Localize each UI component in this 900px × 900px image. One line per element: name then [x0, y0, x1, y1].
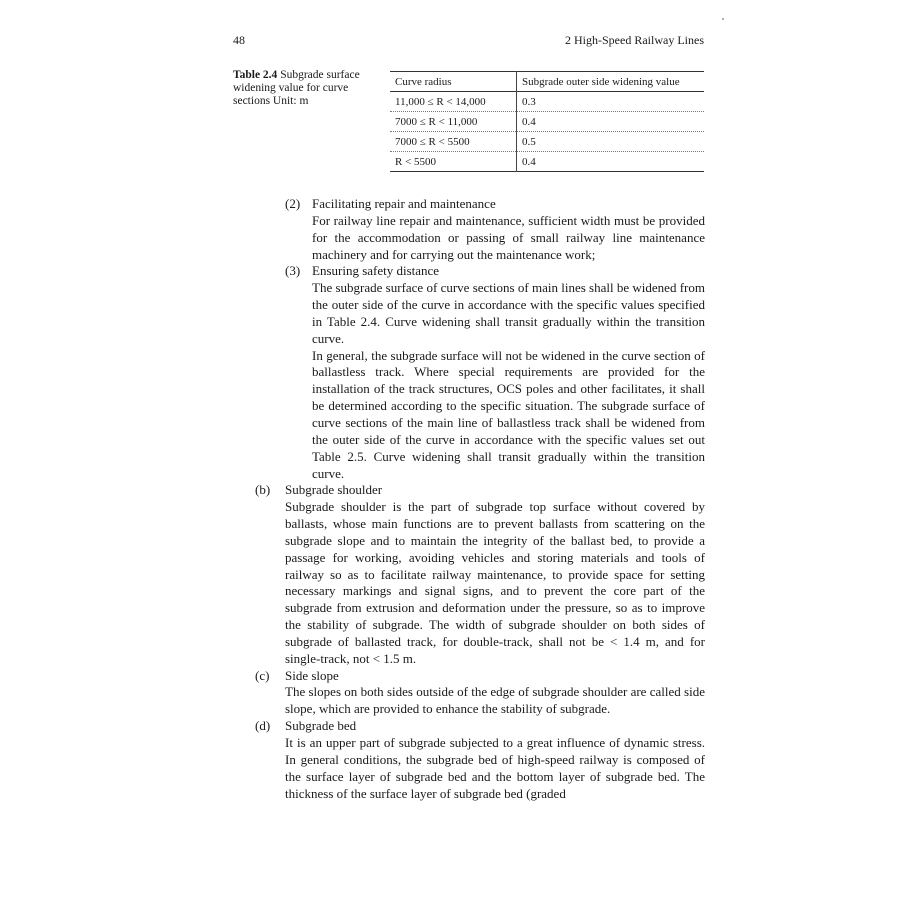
table-header-cell: Subgrade outer side widening value: [522, 75, 680, 88]
table-caption-label: Table 2.4: [233, 69, 278, 81]
paragraph: The slopes on both sides outside of the edge of subgrade shoulder are called side slope, which are provided to enhance the stability of subgrade.: [285, 684, 705, 717]
list-item-c: [255, 668, 705, 719]
list-item-d: [255, 718, 705, 802]
list-item-label: (3): [285, 263, 301, 279]
running-head: 2 High-Speed Railway Lines: [565, 33, 704, 47]
list-item-3: [255, 263, 705, 482]
list-item-2: [255, 196, 705, 263]
table-cell: 0.5: [522, 135, 536, 148]
paragraph: In general, the subgrade surface will not be widened in the curve section of ballastless track. Where special requirements are provided for the installation of the track structures, OCS poles and other facilitates, it shall be determined according to the specific situation. The subgrade surface of curve sections of the main line of ballastless track shall be widened from the outer side of the curve in accordance with the specific values set out Table 2.5. Curve widening shall transit gradually within the transition curve.: [312, 347, 705, 481]
table-cell: R < 5500: [390, 152, 517, 172]
list-item-b: [255, 482, 705, 667]
paragraph: Subgrade shoulder is the part of subgrade top surface without covered by ballasts, whose main functions are to prevent ballasts from scattering on the subgrade slope and to maintain the integrity of the ballast bed, to provide a passage for working, avoiding vehicles and storing materials and tools of railway so as to facilitate railway maintenance, to provide space for setting necessary markings and signal signs, and to prevent the core part of the subgrade from extrusion and deformation under the pressure, so as to improve the stability of subgrade. The width of subgrade shoulder on both sides of subgrade of ballasted track, for double-track, shall not be < 1.4 m, and for single-track, not < 1.5 m.: [285, 499, 705, 666]
widening-table: [390, 71, 704, 172]
list-item-label: (b): [255, 482, 271, 498]
list-item-heading: Subgrade bed: [285, 718, 357, 734]
table-row: [390, 92, 704, 112]
table-cell: 0.4: [522, 115, 536, 128]
body-text: [255, 196, 705, 802]
scan-speck: [722, 18, 724, 20]
list-item-label: (2): [285, 196, 301, 211]
list-item-heading: Side slope: [285, 667, 339, 683]
list-item-heading: Ensuring safety distance: [312, 263, 440, 279]
table-cell: 7000 ≤ R < 11,000: [390, 112, 517, 132]
table-caption: [233, 69, 383, 108]
paragraph: The subgrade surface of curve sections of main lines shall be widened from the outer side of the curve in accordance with the specific values specified in Table 2.4. Curve widening shall transit gradually within the transition curve.: [312, 280, 705, 346]
paragraph: For railway line repair and maintenance, sufficient width must be provided for the accommodation or passing of small railway line maintenance machinery and for carrying out the maintenance work;: [312, 212, 705, 262]
table-cell: 11,000 ≤ R < 14,000: [390, 92, 517, 112]
table-header-cell: Curve radius: [390, 72, 517, 92]
page-number: 48: [233, 33, 245, 47]
table-cell: 0.3: [522, 95, 536, 108]
table-row: [390, 132, 704, 152]
table-cell: 7000 ≤ R < 5500: [390, 132, 517, 152]
paragraph: It is an upper part of subgrade subjected to a great influence of dynamic stress. In general conditions, the subgrade bed of high-speed railway is composed of the surface layer of subgrade bed and the bottom layer of subgrade bed. The thickness of the surface layer of subgrade bed (graded: [285, 735, 705, 801]
list-item-heading: Facilitating repair and maintenance: [312, 196, 496, 211]
table-caption-text: Subgrade surface widening value for curve sections Unit: m: [233, 69, 360, 107]
list-item-label: (d): [255, 718, 271, 734]
list-item-heading: Subgrade shoulder: [285, 482, 383, 498]
table-row: [390, 112, 704, 132]
list-item-label: (c): [255, 667, 270, 683]
table-header-row: [390, 72, 704, 92]
table-row: [390, 152, 704, 172]
table-cell: 0.4: [522, 155, 536, 168]
